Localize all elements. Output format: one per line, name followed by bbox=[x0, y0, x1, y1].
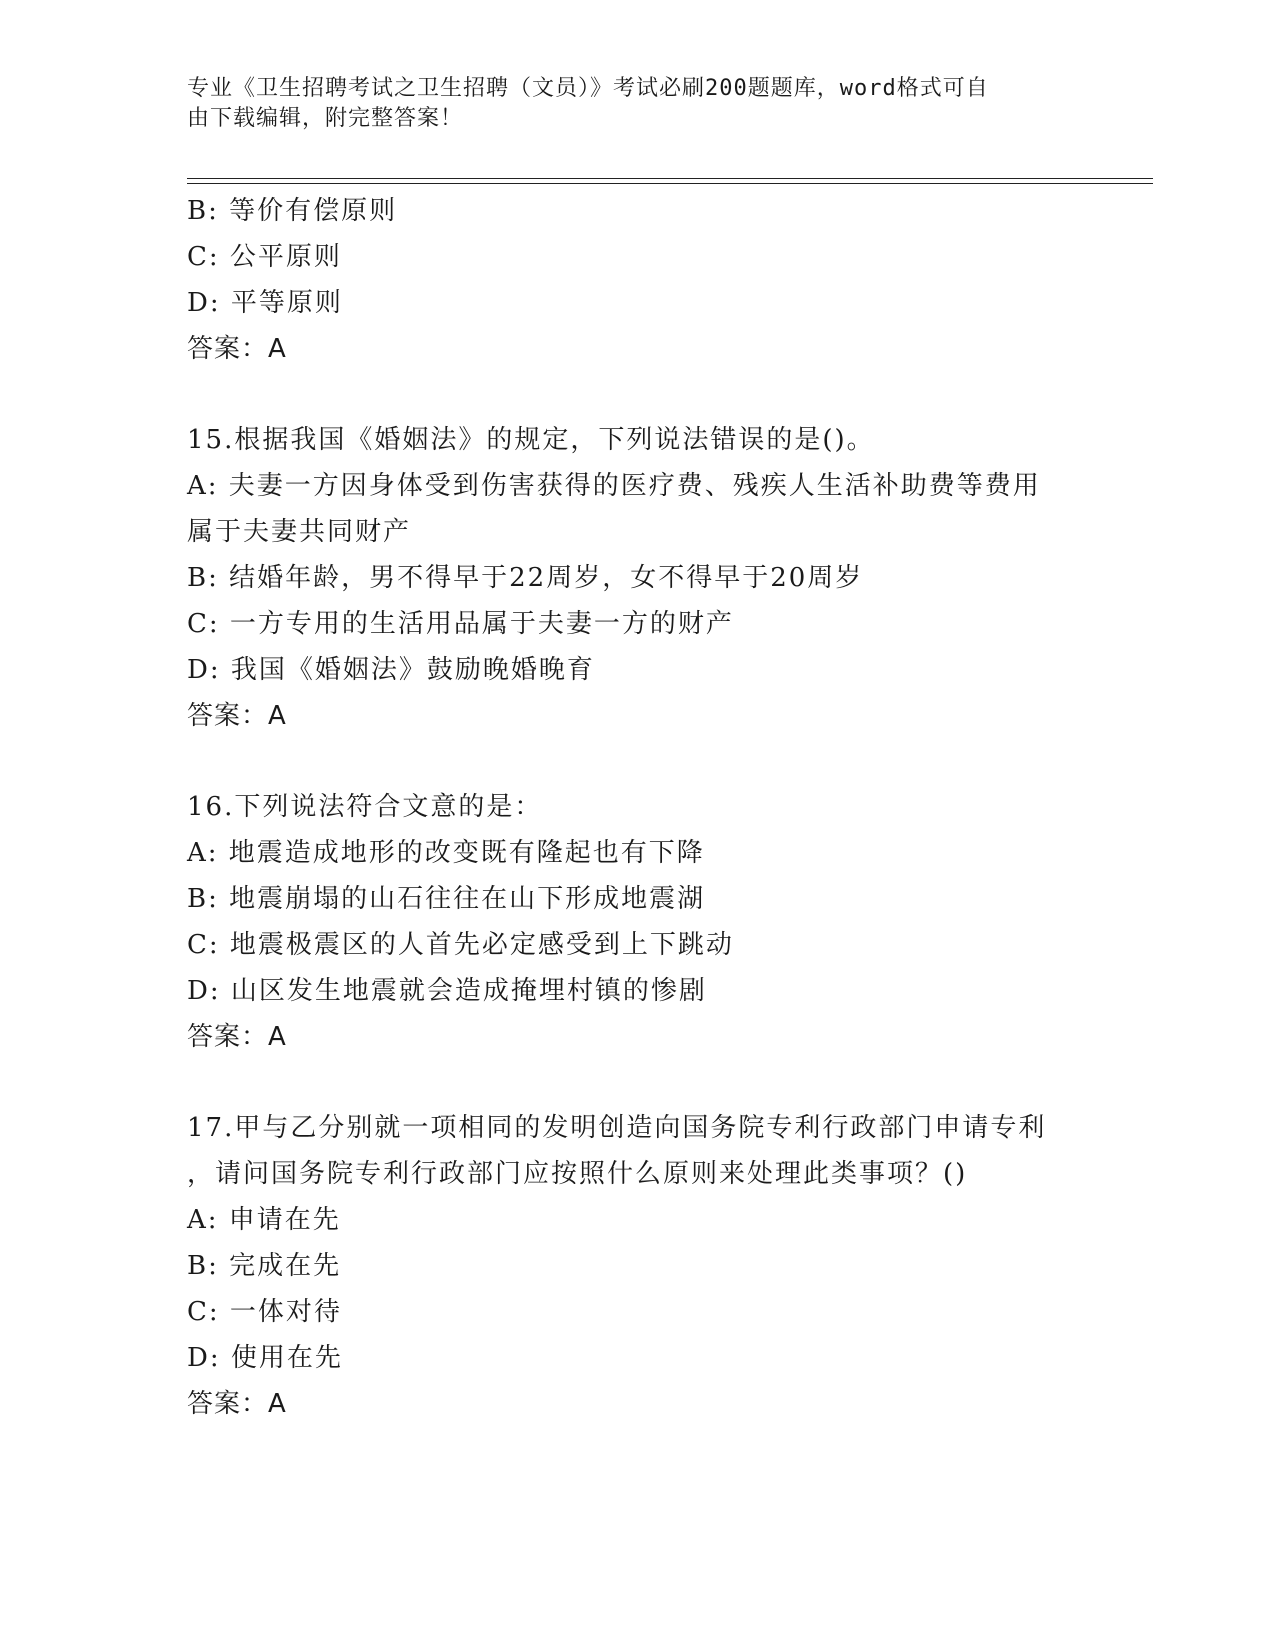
q15-answer: 答案：A bbox=[187, 701, 287, 731]
question-17-block bbox=[187, 1105, 1087, 1427]
question-14-block bbox=[187, 188, 1087, 372]
spacer bbox=[187, 739, 1087, 784]
q15-option-c: C: 一方专用的生活用品属于夫妻一方的财产 bbox=[187, 609, 734, 639]
q17-option-b: B: 完成在先 bbox=[187, 1251, 342, 1281]
q15-option-a-line-1: A: 夫妻一方因身体受到伤害获得的医疗费、残疾人生活补助费等费用 bbox=[187, 471, 1041, 501]
q17-option-c: C: 一体对待 bbox=[187, 1297, 342, 1327]
question-15-block bbox=[187, 417, 1087, 739]
q14-option-b: B: 等价有偿原则 bbox=[187, 196, 398, 226]
q15-option-a-line-2: 属于夫妻共同财产 bbox=[187, 517, 412, 547]
question-16-block bbox=[187, 784, 1087, 1060]
q16-stem: 16.下列说法符合文意的是： bbox=[187, 792, 543, 822]
q14-option-c: C: 公平原则 bbox=[187, 242, 342, 272]
q16-option-b: B: 地震崩塌的山石往往在山下形成地震湖 bbox=[187, 884, 706, 914]
q15-option-b: B: 结婚年龄，男不得早于22周岁，女不得早于20周岁 bbox=[187, 563, 864, 593]
q17-stem-line-2: ，请问国务院专利行政部门应按照什么原则来处理此类事项？() bbox=[187, 1159, 968, 1189]
header-line-2: 由下载编辑，附完整答案！ bbox=[187, 106, 464, 131]
q17-answer: 答案：A bbox=[187, 1389, 287, 1419]
q16-option-d: D: 山区发生地震就会造成掩埋村镇的惨剧 bbox=[187, 976, 707, 1006]
q16-option-c: C: 地震极震区的人首先必定感受到上下跳动 bbox=[187, 930, 734, 960]
document-header bbox=[187, 74, 1067, 134]
q17-option-d: D: 使用在先 bbox=[187, 1343, 343, 1373]
spacer bbox=[187, 1060, 1087, 1105]
header-rule-top bbox=[187, 178, 1153, 179]
q16-answer: 答案：A bbox=[187, 1022, 287, 1052]
q15-stem: 15.根据我国《婚姻法》的规定，下列说法错误的是()。 bbox=[187, 425, 875, 455]
q14-answer: 答案：A bbox=[187, 334, 287, 364]
header-line-1: 专业《卫生招聘考试之卫生招聘（文员）》考试必刷200题题库，word格式可自 bbox=[187, 76, 989, 101]
spacer bbox=[187, 372, 1087, 417]
q16-option-a: A: 地震造成地形的改变既有隆起也有下降 bbox=[187, 838, 705, 868]
q15-option-d: D: 我国《婚姻法》鼓励晚婚晚育 bbox=[187, 655, 595, 685]
document-body bbox=[187, 188, 1087, 1427]
header-rule-bottom bbox=[187, 183, 1153, 184]
q14-option-d: D: 平等原则 bbox=[187, 288, 343, 318]
q17-option-a: A: 申请在先 bbox=[187, 1205, 341, 1235]
q17-stem-line-1: 17.甲与乙分别就一项相同的发明创造向国务院专利行政部门申请专利 bbox=[187, 1113, 1047, 1143]
